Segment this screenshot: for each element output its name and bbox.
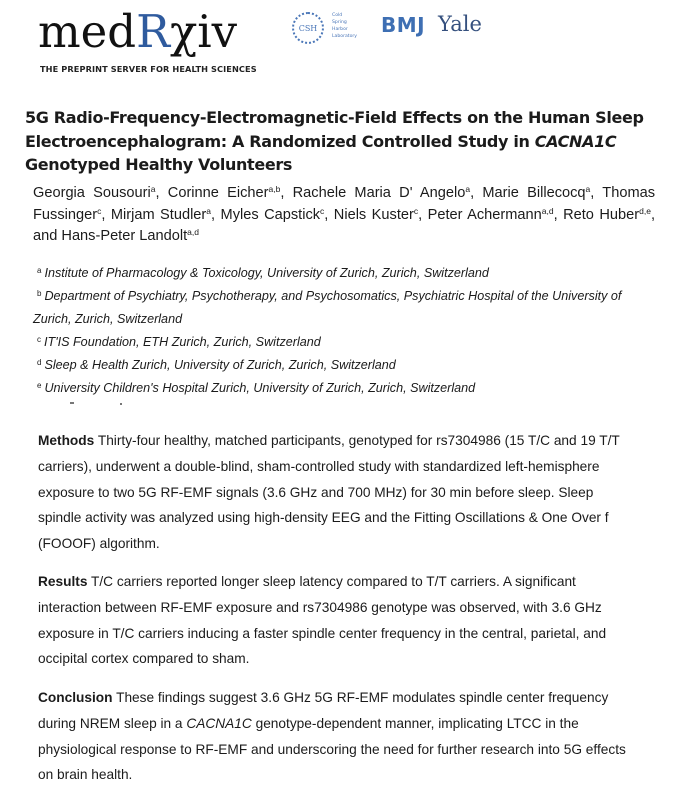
csh-logo-icon <box>292 12 324 44</box>
affiliation-d: $^d$ Sleep & Health Zurich, University of Zurich, Zurich, Switzerland <box>37 358 396 372</box>
author: Rachele Maria D' Angelo$^a$, <box>292 184 483 201</box>
clipped-text-fragment <box>68 402 128 407</box>
bmj-logo: BMJ <box>381 13 426 37</box>
title-text: 5G Radio-Frequency-Electromagnetic-Field Effects on the Human Sleep Electroencephalogram: A Randomized Controlled Study in <box>25 108 644 151</box>
conclusion-text: These findings suggest 3.6 GHz 5G RF-EMF modulates spindle center frequency during NREM sleep in a <box>38 690 609 731</box>
logo-text-med: med <box>38 5 137 58</box>
logo-tagline: THE PREPRINT SERVER FOR HEALTH SCIENCES <box>40 64 257 74</box>
abstract-results <box>38 569 638 672</box>
author: Hans-Peter Landolt$^{a,d}$ <box>61 227 199 244</box>
title-gene: CACNA1C <box>534 131 617 151</box>
page-header <box>0 0 682 90</box>
conclusion-text: genotype-dependent manner, implicating LTCC in the physiological response to RF-EMF and underscoring the need for further research into 5G effects on brain health. <box>38 715 626 783</box>
results-heading: Results <box>38 574 88 589</box>
abstract-conclusion <box>38 685 638 788</box>
medrxiv-logo[interactable] <box>38 6 237 58</box>
author: Georgia Sousouri$^a$, <box>33 184 168 201</box>
author: Peter Achermann$^{a,d}$, <box>427 205 564 223</box>
paper-title <box>25 106 655 177</box>
affiliation-a: $^a$ Institute of Pharmacology & Toxicology, University of Zurich, Zurich, Switzerland <box>37 266 489 280</box>
author: Marie Billecocq$^a$, <box>482 184 603 201</box>
author: Mirjam Studler$^a$, <box>110 205 221 223</box>
logo-text-xiv: χiv <box>170 5 238 58</box>
conclusion-heading: Conclusion <box>38 690 113 705</box>
csh-logo-text <box>332 12 357 40</box>
logo-text-r: R <box>136 5 170 58</box>
author: Niels Kuster$^c$, <box>333 205 428 223</box>
author: Myles Capstick$^c$, <box>220 205 334 223</box>
yale-logo: Yale <box>438 12 482 36</box>
author: Reto Huber$^{d,e}$, and <box>33 205 656 244</box>
csh-line: Harbor <box>332 27 348 32</box>
csh-badge-text: CSH <box>298 23 318 33</box>
results-text: T/C carriers reported longer sleep latency compared to T/T carriers. A significant interaction between RF-EMF exposure and rs7304986 genotype was observed, with 3.6 GHz exposure in T/C carriers inducing a faster spindle center frequency in the central, parietal, and occipital cortex compared to sham. <box>38 574 607 667</box>
conclusion-gene: CACNA1C <box>186 715 252 731</box>
csh-line: Spring <box>332 20 347 25</box>
abstract-methods <box>38 428 638 557</box>
author-list <box>33 183 655 248</box>
methods-text: Thirty-four healthy, matched participants, genotyped for rs7304986 (15 T/C and 19 T/T carriers), underwent a double-blind, sham-controlled study with standardized left-hemisphere exposure to two 5G RF-EMF signals (3.6 GHz and 700 MHz) for 30 min before sleep. Sleep spindle activity was analyzed using high-density EEG and the Fitting Oscillations & One Over f (FOOOF) algorithm. <box>38 433 620 552</box>
csh-line: Laboratory <box>332 34 358 39</box>
author: Corinne Eicher$^{a,b}$, <box>167 184 293 201</box>
methods-heading: Methods <box>38 433 95 448</box>
affiliation-b: $^b$ Department of Psychiatry, Psychotherapy, and Psychosomatics, Psychiatric Hospital of the University of Zurich, Zurich, Switzerland <box>33 289 622 326</box>
author: Thomas Fussinger$^c$, <box>33 185 656 223</box>
affiliation-c: $^c$ IT'IS Foundation, ETH Zurich, Zurich, Switzerland <box>37 335 321 349</box>
csh-line: Cold <box>332 13 343 18</box>
affiliation-e: $^e$ University Children's Hospital Zurich, University of Zurich, Zurich, Switzerland <box>37 381 476 395</box>
affiliation-list <box>33 262 663 400</box>
title-text: Genotyped Healthy Volunteers <box>25 155 293 174</box>
